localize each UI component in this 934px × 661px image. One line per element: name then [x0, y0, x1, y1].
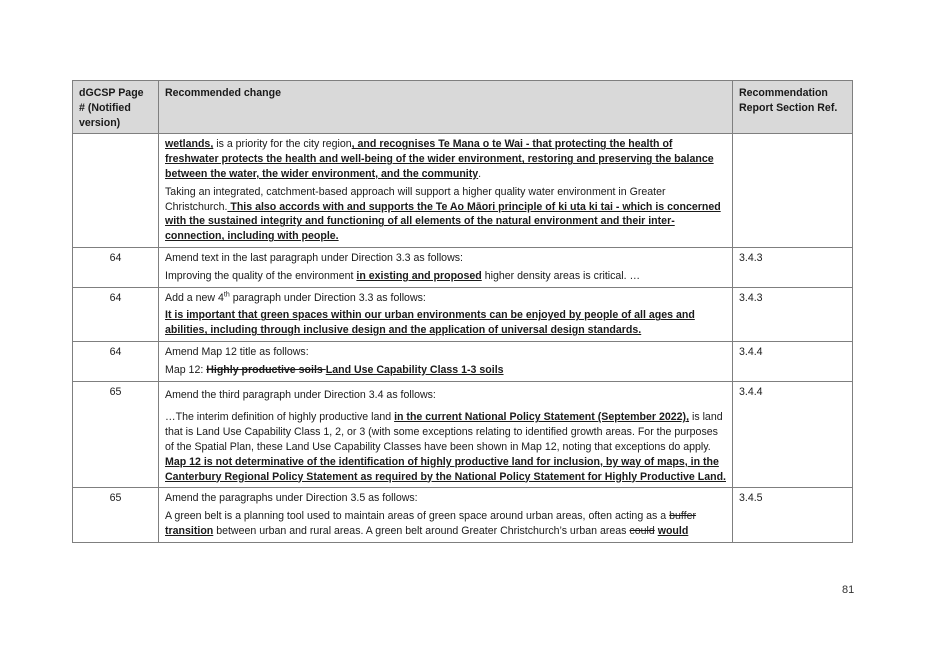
table-row	[73, 488, 853, 542]
ref-cell: 3.4.3	[733, 287, 853, 341]
inserted-text: Map 12 is not determinative of the identification of highly productive land for inclusion, by way of maps, in the Canterbury Regional Policy Statement as required by the National Policy Statement for Highly Productive Land.	[165, 455, 726, 483]
change-cell	[159, 247, 733, 287]
ref-cell: 3.4.5	[733, 488, 853, 542]
plain-text: Map 12:	[165, 363, 207, 376]
plain-text: is land that is Land Use Capability Class 1, 2, or 3 (with some exceptions relating to identified growth areas. For the purposes of the Spatial Plan, these Land Use Capability Classes have been shown in Map 12, noting that exceptions do apply.	[165, 411, 723, 453]
plain-text: Taking an integrated, catchment-based approach will support a higher quality water environment in Greater Christchurch.	[165, 185, 666, 213]
deleted-text: Highly productive soils	[206, 363, 326, 376]
deleted-text: buffer	[669, 510, 697, 523]
inserted-text: It is important that green spaces within our urban environments can be enjoyed by people of all ages and abilities, including through inclusive design and the application of universal design standards.	[165, 309, 695, 337]
ref-cell: 3.4.3	[733, 247, 853, 287]
inserted-text: transition	[165, 524, 214, 537]
page-cell: 64	[73, 341, 159, 381]
table-header-row	[73, 81, 853, 134]
change-cell	[159, 381, 733, 488]
change-intro: Amend the third paragraph under Direction 3.4 as follows:	[165, 388, 436, 401]
plain-text: between urban and rural areas. A green belt around Greater Christchurch’s urban areas	[213, 524, 630, 537]
change-paragraph	[165, 363, 726, 378]
change-paragraph	[165, 410, 726, 484]
change-paragraph	[165, 509, 726, 539]
intro-text: paragraph under Direction 3.3 as follows:	[229, 291, 426, 304]
plain-text: .	[478, 167, 482, 180]
inserted-text: , and recognises Te Mana o te Wai - that protecting the health of freshwater protects the health and well-being of the wider environment, restoring and preserving the balance between the water, the wider environment, and the community	[165, 138, 714, 180]
page-cell: 65	[73, 381, 159, 488]
inserted-text: in the current National Policy Statement (September 2022),	[394, 411, 690, 424]
plain-text: Improving the quality of the environment	[165, 269, 357, 282]
deleted-text: could	[629, 524, 655, 537]
inserted-text: Land Use Capability Class 1-3 soils	[325, 363, 504, 376]
header-recommended-change: Recommended change	[159, 81, 733, 134]
plain-text: is a priority for the city region	[213, 138, 352, 151]
change-cell	[159, 287, 733, 341]
inserted-text: wetlands,	[165, 138, 214, 151]
table-row	[73, 247, 853, 287]
change-paragraph	[165, 185, 726, 244]
plain-text: higher density areas is critical. …	[481, 269, 641, 282]
page-number: 81	[842, 584, 855, 596]
change-intro: Amend Map 12 title as follows:	[165, 345, 309, 358]
inserted-text: in existing and proposed	[356, 269, 482, 282]
ref-cell: 3.4.4	[733, 341, 853, 381]
change-intro	[165, 291, 726, 306]
table-row	[73, 287, 853, 341]
page-cell: 64	[73, 287, 159, 341]
change-cell	[159, 488, 733, 542]
page-cell: 64	[73, 247, 159, 287]
page-cell	[73, 134, 159, 248]
change-intro: Amend text in the last paragraph under Direction 3.3 as follows:	[165, 251, 463, 264]
change-paragraph	[165, 269, 726, 284]
plain-text: A green belt is a planning tool used to maintain areas of green space around urban areas, often acting as a	[165, 510, 670, 523]
header-page-number: dGCSP Page # (Notified version)	[73, 81, 159, 134]
table-row	[73, 381, 853, 488]
intro-text: Add a new 4	[165, 291, 224, 304]
plain-text: …The interim definition of highly productive land	[165, 411, 395, 424]
ordinal-superscript: th	[223, 291, 230, 299]
recommendations-table	[72, 80, 853, 543]
header-section-ref: Recommendation Report Section Ref.	[733, 81, 853, 134]
change-cell	[159, 134, 733, 248]
ref-cell: 3.4.4	[733, 381, 853, 488]
change-cell	[159, 341, 733, 381]
page-cell: 65	[73, 488, 159, 542]
inserted-text: This also accords with and supports the Te Ao Māori principle of ki uta ki tai - which is concerned with the sustained integrity and functioning of all elements of the natural environment and their inter-connection, including with people.	[165, 200, 721, 243]
table-row	[73, 341, 853, 381]
change-intro: Amend the paragraphs under Direction 3.5 as follows:	[165, 492, 418, 505]
inserted-text: would	[657, 524, 689, 537]
change-paragraph	[165, 137, 726, 181]
ref-cell	[733, 134, 853, 248]
change-paragraph	[165, 308, 726, 338]
table-row	[73, 134, 853, 248]
